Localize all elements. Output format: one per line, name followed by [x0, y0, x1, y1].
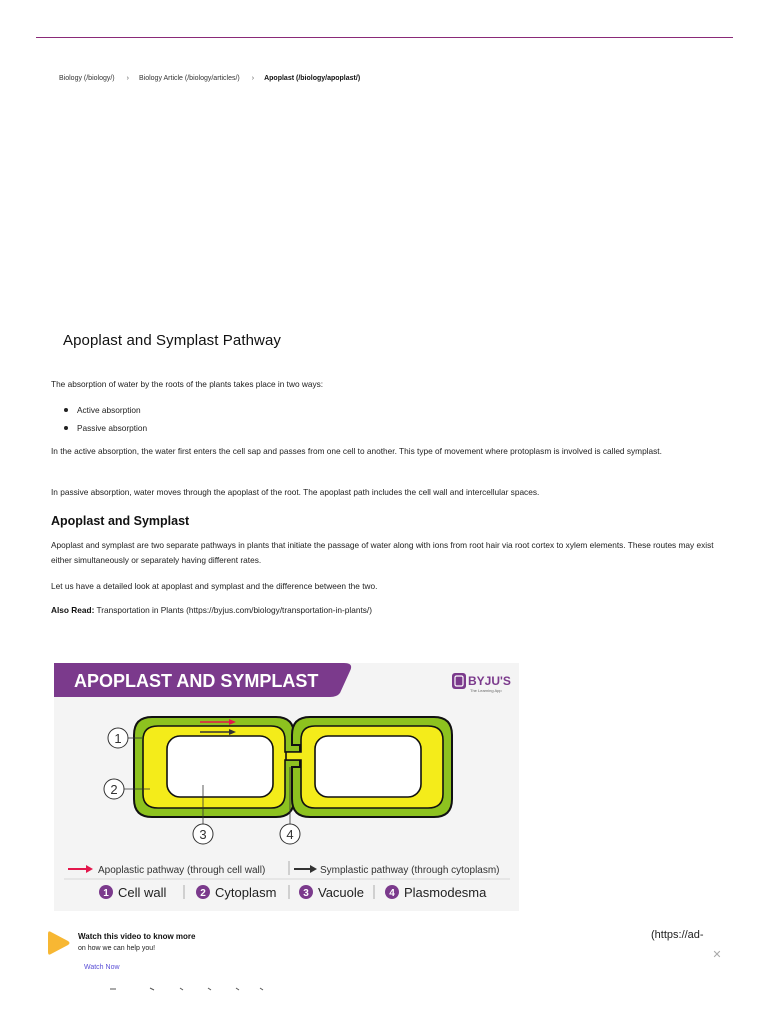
breadcrumb-separator-icon: ›: [251, 75, 255, 82]
ad-link[interactable]: (https://ad-: [651, 929, 704, 941]
svg-text:Cell wall: Cell wall: [118, 885, 167, 900]
key-cell-wall: [99, 885, 167, 900]
key-cytoplasm: [196, 885, 276, 900]
byjus-logo: [452, 673, 511, 693]
list-item: [64, 403, 147, 421]
legend-symplastic: Symplastic pathway (through cytoplasm): [320, 865, 500, 876]
svg-text:2: 2: [200, 888, 206, 899]
svg-text:Vacuole: Vacuole: [318, 885, 365, 900]
apoplast-symplast-paragraph: Apoplast and symplast are two separate pathways in plants that initiate the passage of water along with ions from root hair via root cortex to xylem elements. These routes may exist either simultaneously or separately having different rates.: [51, 540, 714, 565]
svg-text:1: 1: [114, 731, 122, 746]
bullet-icon: [64, 408, 68, 412]
article-title: Apoplast and Symplast Pathway: [63, 332, 282, 349]
breadcrumb-biology-article[interactable]: Biology Article (/biology/articles/): [138, 75, 240, 82]
svg-text:2: 2: [110, 782, 118, 797]
absorption-ways-list: [64, 403, 147, 439]
list-item-text: Active absorption: [77, 405, 141, 415]
key-vacuole: [299, 885, 364, 900]
breadcrumb: [59, 75, 360, 82]
breadcrumb-biology[interactable]: Biology (/biology/): [59, 75, 115, 82]
svg-text:3: 3: [199, 827, 207, 842]
list-item-text: Passive absorption: [77, 423, 148, 433]
video-title: Watch this video to know more: [78, 932, 196, 941]
header-divider: [36, 37, 733, 38]
brand-tagline: The Learning App: [470, 688, 502, 693]
breadcrumb-separator-icon: ›: [126, 75, 129, 82]
svg-text:4: 4: [286, 827, 294, 842]
also-read-link[interactable]: Transportation in Plants (https://byjus.com/biology/transportation-in-plants/): [94, 605, 372, 615]
brand-name: BYJU'S: [468, 674, 511, 688]
svg-text:1: 1: [103, 888, 109, 899]
svg-text:4: 4: [389, 888, 395, 899]
svg-text:Plasmodesma: Plasmodesma: [404, 885, 487, 900]
watch-now-link[interactable]: Watch Now: [84, 964, 120, 971]
video-subtitle: on how we can help you!: [78, 945, 156, 952]
lead-paragraph: Let us have a detailed look at apoplast and symplast and the difference between the two.: [51, 581, 378, 591]
list-item: [64, 421, 147, 439]
breadcrumb-current-apoplast[interactable]: Apoplast (/biology/apoplast/): [264, 75, 361, 82]
svg-text:Cytoplasm: Cytoplasm: [215, 885, 277, 900]
also-read[interactable]: [51, 605, 372, 615]
apoplast-symplast-diagram: [54, 663, 519, 911]
play-icon[interactable]: [48, 930, 70, 956]
vacuole-right: [315, 736, 421, 797]
video-promo-card[interactable]: [48, 928, 308, 988]
legend-apoplastic: Apoplastic pathway (through cell wall): [98, 865, 266, 876]
close-icon[interactable]: ✕: [712, 949, 722, 961]
key-plasmodesma: [385, 885, 487, 900]
diagram-banner-text: APOPLAST AND SYMPLAST: [74, 671, 319, 691]
also-read-label: Also Read:: [51, 605, 95, 615]
active-absorption-paragraph: In the active absorption, the water first enters the cell sap and passes from one cell to another. This type of movement where protoplasm is involved is called symplast.: [51, 446, 662, 456]
passive-absorption-paragraph: In passive absorption, water moves through the apoplast of the root. The apoplast path includes the cell wall and intercellular spaces.: [51, 487, 540, 497]
vacuole-left: [167, 736, 273, 797]
truncated-text-fragment: [110, 986, 290, 992]
intro-paragraph: The absorption of water by the roots of the plants takes place in two ways:: [51, 379, 324, 389]
section-heading: Apoplast and Symplast: [51, 514, 190, 528]
svg-text:3: 3: [303, 888, 309, 899]
bullet-icon: [64, 426, 68, 430]
